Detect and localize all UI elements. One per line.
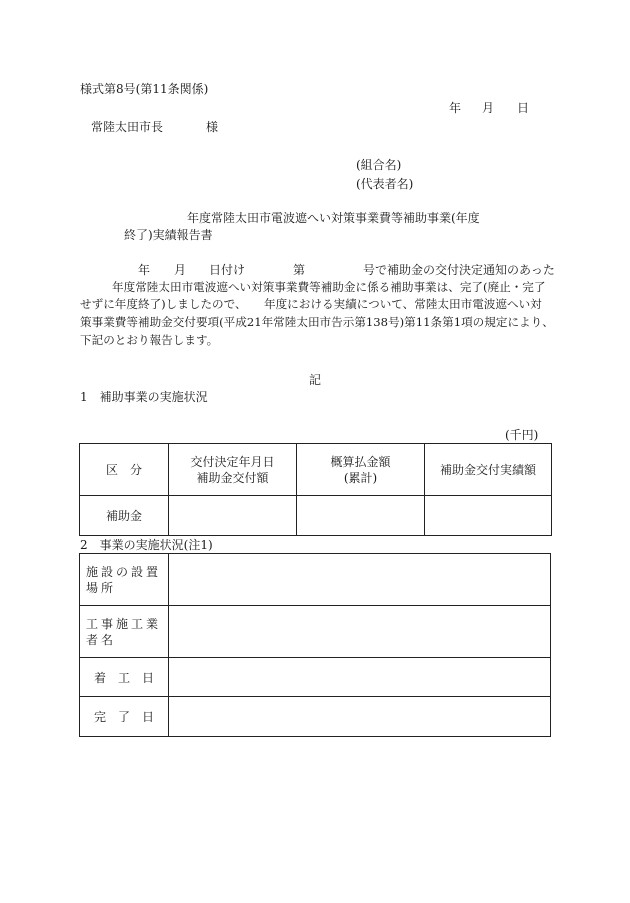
cell-estimated-payment [297,496,425,536]
header-grant-amount: 補助金交付額 [196,470,269,485]
header-estimated-payment: 概算払金額 [330,454,391,469]
body-month: 月 [174,263,187,277]
label-completion-date: 完 了 日 [80,697,169,737]
addressee-name: 常陸太田市長 [91,120,164,134]
cell-actual-amount [425,496,552,536]
union-name-label: (組合名) [356,158,402,172]
implementation-table [79,443,552,536]
body-line-1-tail: 号で補助金の交付決定通知のあった [363,263,555,277]
header-decision-date: 交付決定年月日 [190,454,275,469]
body-day: 日付け [209,263,246,277]
date-month: 月 [482,101,495,115]
value-contractor [169,606,551,658]
section-1-heading: 1 補助事業の実施状況 [80,390,208,404]
header-category: 区 分 [80,444,169,496]
title-line-1: 年度常陸太田市電波遮へい対策事業費等補助事業(年度 [187,211,480,225]
body-number-prefix: 第 [293,263,306,277]
label-start-date: 着 工 日 [80,658,169,697]
value-start-date [169,658,551,697]
header-cumulative: (累計) [343,470,378,485]
body-line-3: せずに年度終了)しましたので、 年度における実績について、常陸太田市電波遮へい対 [80,297,542,311]
form-number: 様式第8号(第11条関係) [80,82,209,96]
row-label-grant: 補助金 [80,496,169,536]
ki-heading: 記 [309,373,322,387]
header-estimated [297,444,425,496]
header-actual-amount: 補助金交付実績額 [425,444,552,496]
label-installation-site: 施設の設置場所 [80,554,169,606]
date-day: 日 [517,101,530,115]
value-completion-date [169,697,551,737]
addressee-honorific: 様 [206,120,219,134]
label-contractor: 工事施工業者名 [80,606,169,658]
status-table [79,553,551,737]
body-line-5: 下記のとおり報告します。 [80,333,219,347]
value-installation-site [169,554,551,606]
representative-name-label: (代表者名) [356,177,414,191]
body-year: 年 [138,263,151,277]
title-line-2: 終了)実績報告書 [124,228,213,242]
header-decision [169,444,297,496]
section-2-heading: 2 事業の実施状況(注1) [80,538,213,552]
unit-label: (千円) [505,428,539,442]
date-year: 年 [449,101,462,115]
body-line-4: 策事業費等補助金交付要項(平成21年常陸太田市告示第138号)第11条第1項の規定により、 [80,315,554,329]
cell-grant-amount [169,496,297,536]
body-line-2: 年度常陸太田市電波遮へい対策事業費等補助金に係る補助事業は、完了(廃止・完了 [112,280,546,294]
